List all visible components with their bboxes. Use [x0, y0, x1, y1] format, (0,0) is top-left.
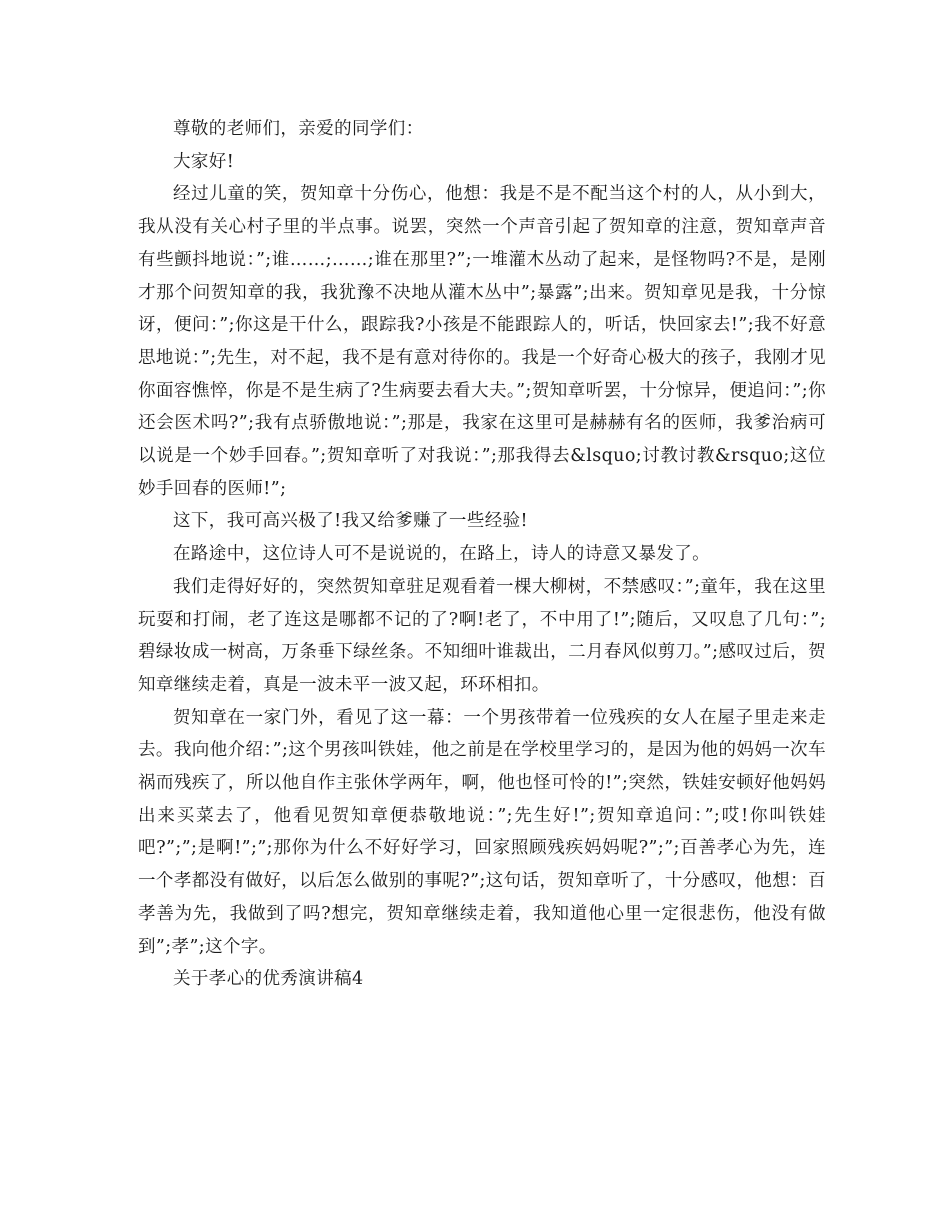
- body-paragraph: 贺知章在一家门外，看见了这一幕：一个男孩带着一位残疾的女人在屋子里走来走去。我向他介绍：”;这个男孩叫铁娃，他之前是在学校里学习的，是因为他的妈妈一次车祸而残疾了，所以他自作主张休学两年，啊，他也怪可怜的!”;突然，铁娃安顿好他妈妈出来买菜去了，他看见贺知章便恭敬地说：”;先生好!”;贺知章追问：”;哎!你叫铁娃吧?”;”;是啊!”;”;那你为什么不好好学习，回家照顾残疾妈妈呢?”;”;百善孝心为先，连一个孝都没有做好，以后怎么做别的事呢?”;这句话，贺知章听了，十分感叹，他想：百孝善为先，我做到了吗?想完，贺知章继续走着，我知道他心里一定很悲伤，他没有做到”;孝”;这个字。: [138, 707, 826, 957]
- body-paragraph: 我们走得好好的，突然贺知章驻足观看着一棵大柳树，不禁感叹：”;童年，我在这里玩耍和打闹，老了连这是哪都不记的了?啊!老了，不中用了!”;随后，又叹息了几句：”;碧绿妆成一树高，万条垂下绿丝条。不知细叶谁裁出，二月春风似剪刀。”;感叹过后，贺知章继续走着，真是一波未平一波又起，环环相扣。: [138, 576, 826, 695]
- body-paragraph: 经过儿童的笑，贺知章十分伤心，他想：我是不是不配当这个村的人，从小到大，我从没有关心村子里的半点事。说罢，突然一个声音引起了贺知章的注意，贺知章声音有些颤抖地说：”;谁……;……;谁在那里?”;一堆灌木丛动了起来，是怪物吗?不是，是刚才那个问贺知章的我，我犹豫不决地从灌木丛中”;暴露”;出来。贺知章见是我，十分惊讶，便问：”;你这是干什么，跟踪我?小孩是不能跟踪人的，听话，快回家去!”;我不好意思地说：”;先生，对不起，我不是有意对待你的。我是一个好奇心极大的孩子，我刚才见你面容憔悴，你是不是生病了?生病要去看大夫。”;贺知章听罢，十分惊异，便追问：”;你还会医术吗?”;我有点骄傲地说：”;那是，我家在这里可是赫赫有名的医师，我爹治病可以说是一个妙手回春。”;贺知章听了对我说：”;那我得去&lsquo;讨教讨教&rsquo;这位妙手回春的医师!”;: [138, 184, 826, 499]
- salutation: 尊敬的老师们，亲爱的同学们：: [173, 119, 424, 139]
- document-body: [138, 113, 826, 996]
- section-heading: 关于孝心的优秀演讲稿4: [173, 969, 364, 990]
- greeting: 大家好!: [173, 151, 235, 172]
- body-paragraph: 在路途中，这位诗人可不是说说的，在路上，诗人的诗意又暴发了。: [173, 544, 710, 565]
- body-paragraph: 这下，我可高兴极了!我又给爹赚了一些经验!: [173, 511, 528, 532]
